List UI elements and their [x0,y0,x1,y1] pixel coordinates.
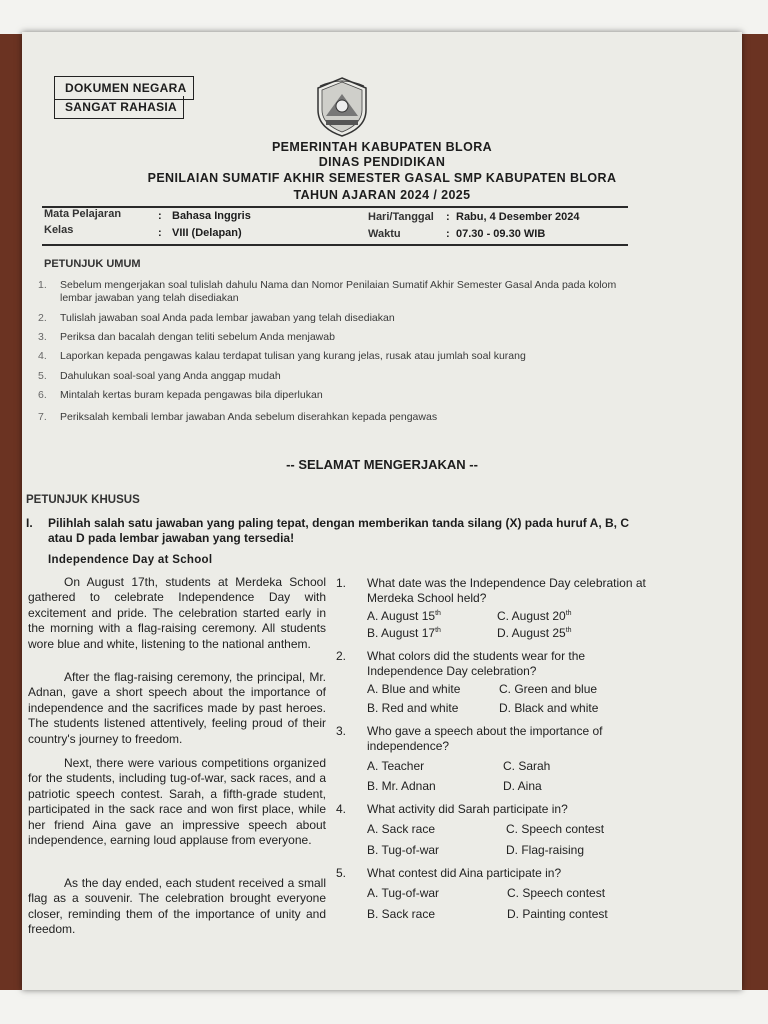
story-title: Independence Day at School [48,554,213,566]
question-4-option-b: B. Tug-of-war [367,843,440,857]
special-instruction: I. Pilihlah salah satu jawaban yang paling tepat, dengan memberikan tanda silang (X) pada huruf A, B, C atau D pada lembar jawaban yang tersedia! [26,516,629,545]
question-3-option-d: D. Aina [503,779,542,793]
general-instruction-item: 6. Mintalah kertas buram kepada pengawas bila diperlukan [38,389,323,401]
class-value: VIII (Delapan) [172,227,242,239]
header-divider-bottom [42,244,628,246]
stamp-dokumen-negara: DOKUMEN NEGARA [54,76,194,100]
subject-colon: : [158,210,162,222]
question-3: 3. Who gave a speech about the importance of independence? [336,724,603,753]
story-paragraph: After the flag-raising ceremony, the principal, Mr. Adnan, gave a short speech about the importance of independence and the sacrifices made by past heroes. The students listened attentively, feeling proud of their country's journey to freedom. [28,670,326,746]
regency-emblem-icon [312,76,372,138]
question-2-option-c: C. Green and blue [499,682,598,696]
question-1-option-a: A. August 15th [367,609,441,623]
question-3-option-a: A. Teacher [367,759,425,773]
general-instruction-item: 3. Periksa dan bacalah dengan teliti sebelum Anda menjawab [38,331,335,343]
question-1-option-c: C. August 20th [497,609,572,623]
story-paragraph: On August 17th, students at Merdeka School gathered to celebrate Independence Day with excitement and pride. The celebration started early in the morning with a flag-raising ceremony. All students wore blue and white, listening to the national anthem. [28,575,326,651]
question-2-option-a: A. Blue and white [367,682,461,696]
exam-paper [22,32,742,990]
subject-label: Mata Pelajaran [44,208,122,220]
header-exam-name: PENILAIAN SUMATIF AKHIR SEMESTER GASAL SMP KABUPATEN BLORA [147,171,617,185]
greeting-text: -- SELAMAT MENGERJAKAN -- [286,457,478,472]
question-5-option-a: A. Tug-of-war [367,886,440,900]
question-2-option-b: B. Red and white [367,701,459,715]
question-1-option-d: D. August 25th [497,626,572,640]
class-label: Kelas [44,224,74,236]
question-2: 2. What colors did the students wear for the Independence Day celebration? [336,649,586,678]
question-4: 4. What activity did Sarah participate in? [336,802,568,816]
question-5: 5. What contest did Aina participate in? [336,866,562,880]
general-instruction-item: 1. Sebelum mengerjakan soal tulislah dahulu Nama dan Nomor Penilaian Sumatif Akhir Semester Gasal Anda pada kolom lembar jawaban yang telah disediakan [38,279,617,304]
general-instruction-item: 7. Periksalah kembali lembar jawaban Anda sebelum diserahkan kepada pengawas [38,411,438,423]
header-government: PEMERINTAH KABUPATEN BLORA [271,140,493,154]
question-4-option-d: D. Flag-raising [506,843,585,857]
story-paragraph: Next, there were various competitions organized for the students, including tug-of-war, sack races, and a patriotic speech contest. Sarah, a fifth-grade student, participated in the sack race and won first place, while her friend Aina gave an impressive speech about independence, earning loud applause from everyone. [28,756,326,848]
question-5-option-d: D. Painting contest [507,907,608,921]
general-instruction-item: 2. Tulislah jawaban soal Anda pada lembar jawaban yang telah disediakan [38,312,395,324]
header-department: DINAS PENDIDIKAN [318,155,446,169]
time-value: 07.30 - 09.30 WIB [456,228,546,240]
date-colon: : [446,211,450,223]
question-3-option-c: C. Sarah [503,759,551,773]
header-academic-year: TAHUN AJARAN 2024 / 2025 [293,188,471,202]
general-instruction-item: 5. Dahulukan soal-soal yang Anda anggap mudah [38,370,281,382]
general-instruction-item: 4. Laporkan kepada pengawas kalau terdapat tulisan yang kurang jelas, rusak atau jumlah soal kurang [38,350,526,362]
date-value: Rabu, 4 Desember 2024 [456,211,580,223]
question-3-option-b: B. Mr. Adnan [367,779,436,793]
subject-value: Bahasa Inggris [172,210,251,222]
special-instructions-title: PETUNJUK KHUSUS [26,494,140,506]
background-bottom [0,990,768,1024]
question-1-option-b: B. August 17th [367,626,441,640]
question-1: 1. What date was the Independence Day celebration at Merdeka School held? [336,576,646,605]
background-top [0,0,768,34]
question-4-option-c: C. Speech contest [506,822,605,836]
question-5-option-b: B. Sack race [367,907,436,921]
general-instructions-title: PETUNJUK UMUM [44,258,141,270]
question-5-option-c: C. Speech contest [507,886,606,900]
class-colon: : [158,227,162,239]
time-colon: : [446,228,450,240]
header-divider-top [42,206,628,208]
stamp-sangat-rahasia: SANGAT RAHASIA [54,96,184,119]
question-2-option-d: D. Black and white [499,701,599,715]
story-paragraph: As the day ended, each student received a small flag as a souvenir. The celebration brought everyone closer, reminding them of the importance of unity and freedom. [28,876,326,937]
date-label: Hari/Tanggal [368,211,434,223]
time-label: Waktu [368,228,401,240]
question-4-option-a: A. Sack race [367,822,436,836]
